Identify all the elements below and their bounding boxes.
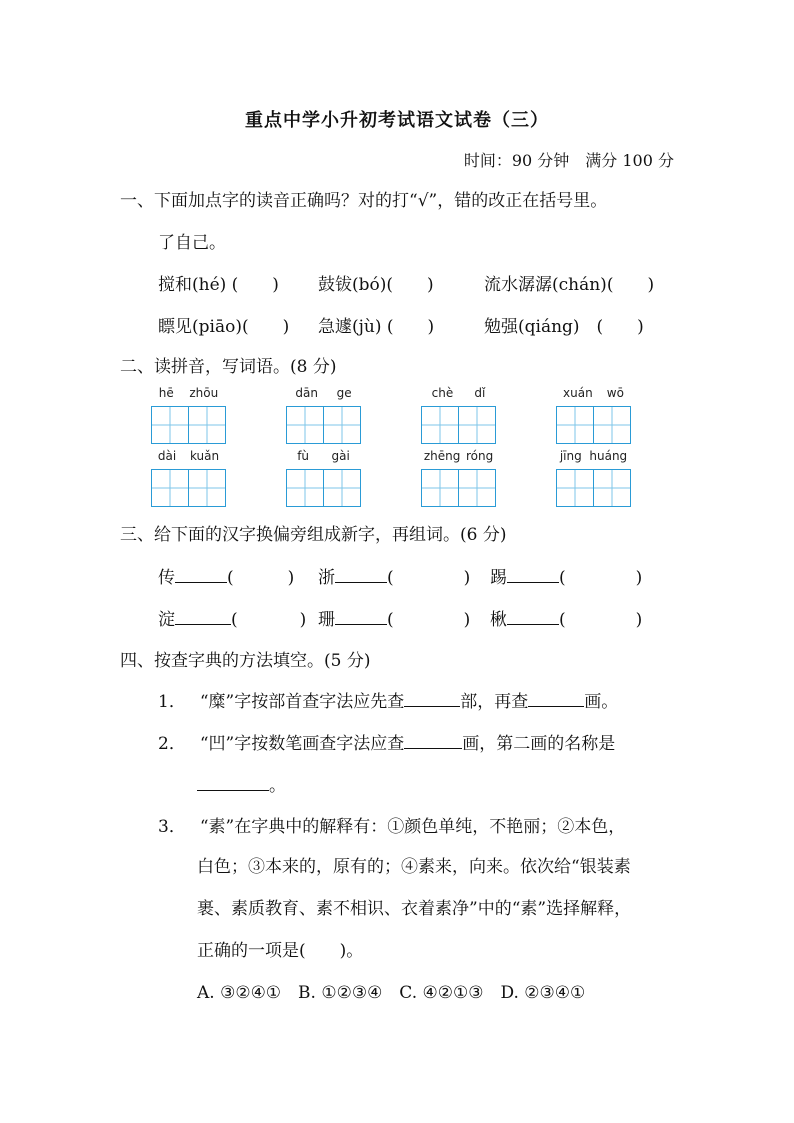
answer-blank[interactable]: [197, 774, 269, 791]
q3-item: 踢 ( ): [490, 568, 643, 588]
pinyin-label: ge: [336, 386, 352, 400]
writing-cell[interactable]: [151, 469, 189, 507]
answer-blank[interactable]: [175, 608, 231, 625]
pinyin-label: huáng: [589, 449, 628, 463]
writing-cell[interactable]: [151, 406, 189, 444]
q4-item-2-cont: 。: [197, 774, 286, 797]
answer-blank[interactable]: [335, 608, 387, 625]
pinyin-label: xuán: [563, 386, 593, 400]
q4-item-3-line: 裹、素质教育、素不相识、衣着素净”中的“素”选择解释，: [197, 899, 632, 919]
writing-cell[interactable]: [324, 406, 361, 444]
pinyin-grid-word[interactable]: [151, 386, 226, 444]
q1-heading: 一、下面加点字的读音正确吗？对的打“√”，错的改正在括号里。: [120, 191, 608, 211]
writing-cell[interactable]: [421, 469, 459, 507]
pinyin-label: dǐ: [474, 386, 486, 400]
time-info: 时间：90 分钟 满分 100 分: [463, 151, 674, 170]
q3-item: 浙 ( ): [318, 568, 471, 588]
pinyin-label: dài: [157, 449, 177, 463]
page-title: 重点中学小升初考试语文试卷（三）: [245, 110, 549, 131]
answer-blank[interactable]: [507, 566, 559, 583]
pinyin-label: gài: [331, 449, 350, 463]
q1-subline: 了自己。: [158, 233, 226, 253]
writing-cell[interactable]: [421, 406, 459, 444]
q3-char: 淀: [158, 610, 175, 630]
pinyin-grid-word[interactable]: [556, 449, 631, 507]
writing-cell[interactable]: [286, 406, 324, 444]
pinyin-grid-word[interactable]: [421, 386, 496, 444]
q4-options[interactable]: A. ③②④① B. ①②③④ C. ④②①③ D. ②③④①: [197, 983, 586, 1003]
writing-cell[interactable]: [189, 406, 226, 444]
q4-item-2: 2． “凹”字按数笔画查字法应查 画，第二画的名称是: [158, 734, 616, 754]
q1-item: 急遽(jù) ( ): [318, 317, 435, 337]
pinyin-grid-word[interactable]: [286, 386, 361, 444]
pinyin-label: jīng: [559, 449, 582, 463]
q3-item: 楸 ( ): [490, 610, 643, 630]
q4-item-1: 1． “糜”字按部首查字法应先查 部，再查 画。: [158, 692, 619, 712]
q3-item: 珊 ( ): [318, 610, 471, 630]
q3-item: 传 ( ): [158, 568, 295, 588]
pinyin-label: dān: [295, 386, 318, 400]
q1-item: 瞟见(piāo)( ): [158, 317, 290, 337]
pinyin-label: fù: [297, 449, 310, 463]
q1-item: 鼓钹(bó)( ): [318, 275, 434, 295]
q3-char: 传: [158, 568, 175, 588]
q4-item-3: 3． “素”在字典中的解释有：①颜色单纯，不艳丽；②本色，: [158, 817, 626, 837]
writing-cell[interactable]: [556, 469, 594, 507]
answer-blank[interactable]: [335, 566, 387, 583]
writing-cell[interactable]: [594, 469, 631, 507]
q1-item: 勉强(qiáng) ( ): [484, 317, 644, 337]
writing-cell[interactable]: [594, 406, 631, 444]
pinyin-label: hē: [158, 386, 174, 400]
q1-item: 流水潺潺(chán)( ): [484, 275, 655, 295]
q3-char: 浙: [318, 568, 335, 588]
q3-heading: 三、给下面的汉字换偏旁组成新字，再组词。(6 分): [120, 525, 507, 545]
q4-item-3-line: 白色；③本来的，原有的；④素来，向来。依次给“银装素: [197, 857, 631, 877]
q3-char: 踢: [490, 568, 507, 588]
q3-char: 珊: [318, 610, 335, 630]
pinyin-label: wō: [606, 386, 624, 400]
pinyin-grid-word[interactable]: [421, 449, 496, 507]
pinyin-label: chè: [431, 386, 454, 400]
writing-cell[interactable]: [459, 469, 496, 507]
q2-heading: 二、读拼音，写词语。(8 分): [120, 357, 337, 377]
q4-heading: 四、按查字典的方法填空。(5 分): [120, 651, 371, 671]
writing-cell[interactable]: [286, 469, 324, 507]
answer-blank[interactable]: [404, 690, 460, 707]
pinyin-grid-word[interactable]: [556, 386, 631, 444]
writing-cell[interactable]: [459, 406, 496, 444]
writing-cell[interactable]: [324, 469, 361, 507]
pinyin-grid-word[interactable]: [286, 449, 361, 507]
answer-blank[interactable]: [175, 566, 227, 583]
pinyin-grid-word[interactable]: [151, 449, 226, 507]
pinyin-label: zhēng: [423, 449, 461, 463]
pinyin-label: róng: [465, 449, 494, 463]
q4-item-3-line: 正确的一项是( )。: [197, 941, 364, 961]
writing-cell[interactable]: [189, 469, 226, 507]
answer-blank[interactable]: [507, 608, 559, 625]
answer-blank[interactable]: [528, 690, 584, 707]
pinyin-label: zhōu: [189, 386, 219, 400]
q1-item: 搅和(hé) ( ): [158, 275, 279, 295]
answer-blank[interactable]: [404, 732, 462, 749]
writing-cell[interactable]: [556, 406, 594, 444]
q3-char: 楸: [490, 610, 507, 630]
pinyin-label: kuǎn: [189, 449, 220, 463]
q3-item: 淀 ( ): [158, 610, 307, 630]
